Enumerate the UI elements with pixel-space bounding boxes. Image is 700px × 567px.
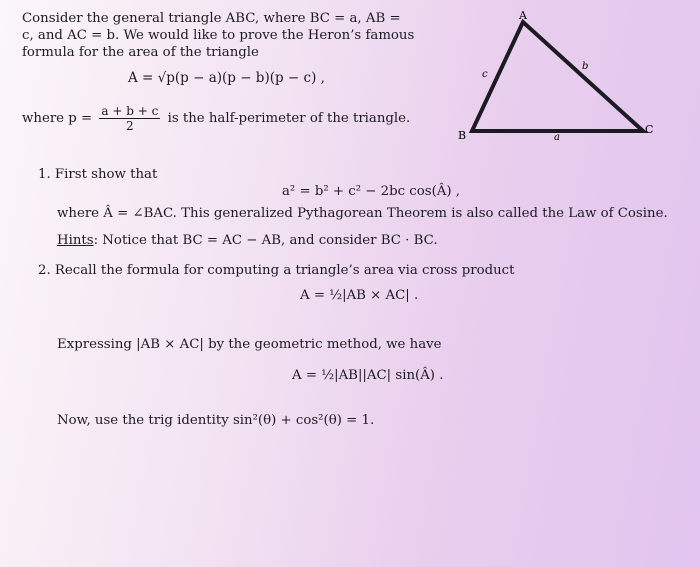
intro-line-3: formula for the area of the triangle (22, 45, 259, 60)
law-of-cosines-equation: a² = b² + c² − 2bc cos(Â) , (282, 184, 461, 199)
p-fraction (99, 104, 160, 133)
item-1 (38, 166, 157, 183)
heron-formula: A = √p(p − a)(p − b)(p − c) , (128, 70, 325, 86)
intro-line-2: c, and AC = b. We would like to prove the Heron’s famous (22, 28, 415, 43)
cross-product-area-equation: A = ½|AB × AC| . (300, 288, 419, 303)
item-1-number: 1. (38, 167, 51, 182)
item-2-expressing-text: Expressing |AB × AC| by the geometric method, we have (57, 337, 442, 352)
side-b-label: b (582, 61, 589, 72)
vertex-a-label: A (519, 9, 527, 22)
item-2-text: Recall the formula for computing a triangle’s area via cross product (54, 263, 515, 278)
side-a-label: a (554, 132, 560, 143)
sine-area-equation: A = ½|AB||AC| sin(Â) . (292, 368, 444, 383)
item-1-where-text: where Â = ∠BAC. This generalized Pythagorean Theorem is also called the Law of Cosine. (57, 206, 668, 221)
intro-line-1: Consider the general triangle ABC, where BC = a, AB = (22, 11, 401, 26)
where-p-prefix: where p = (22, 111, 93, 126)
item-2 (38, 262, 514, 279)
item-1-text: First show that (54, 167, 158, 182)
intro-paragraph (22, 10, 414, 61)
p-numerator: a + b + c (101, 104, 159, 118)
side-c-label: c (482, 69, 488, 80)
where-p-suffix: is the half-perimeter of the triangle. (167, 111, 411, 126)
triangle-shape (472, 22, 643, 131)
hint-text: : Notice that BC = AC − AB, and consider BC · BC. (93, 233, 438, 248)
p-denominator: 2 (126, 119, 134, 133)
trig-identity-text: Now, use the trig identity sin²(θ) + cos²(θ) = 1. (57, 413, 375, 428)
triangle-diagram (450, 5, 670, 150)
vertex-c-label: C (645, 123, 654, 136)
hint-label: Hints (57, 233, 94, 248)
item-2-number: 2. (38, 263, 51, 278)
vertex-b-label: B (458, 129, 467, 142)
half-perimeter-definition (22, 104, 410, 133)
item-1-hint (57, 232, 438, 249)
